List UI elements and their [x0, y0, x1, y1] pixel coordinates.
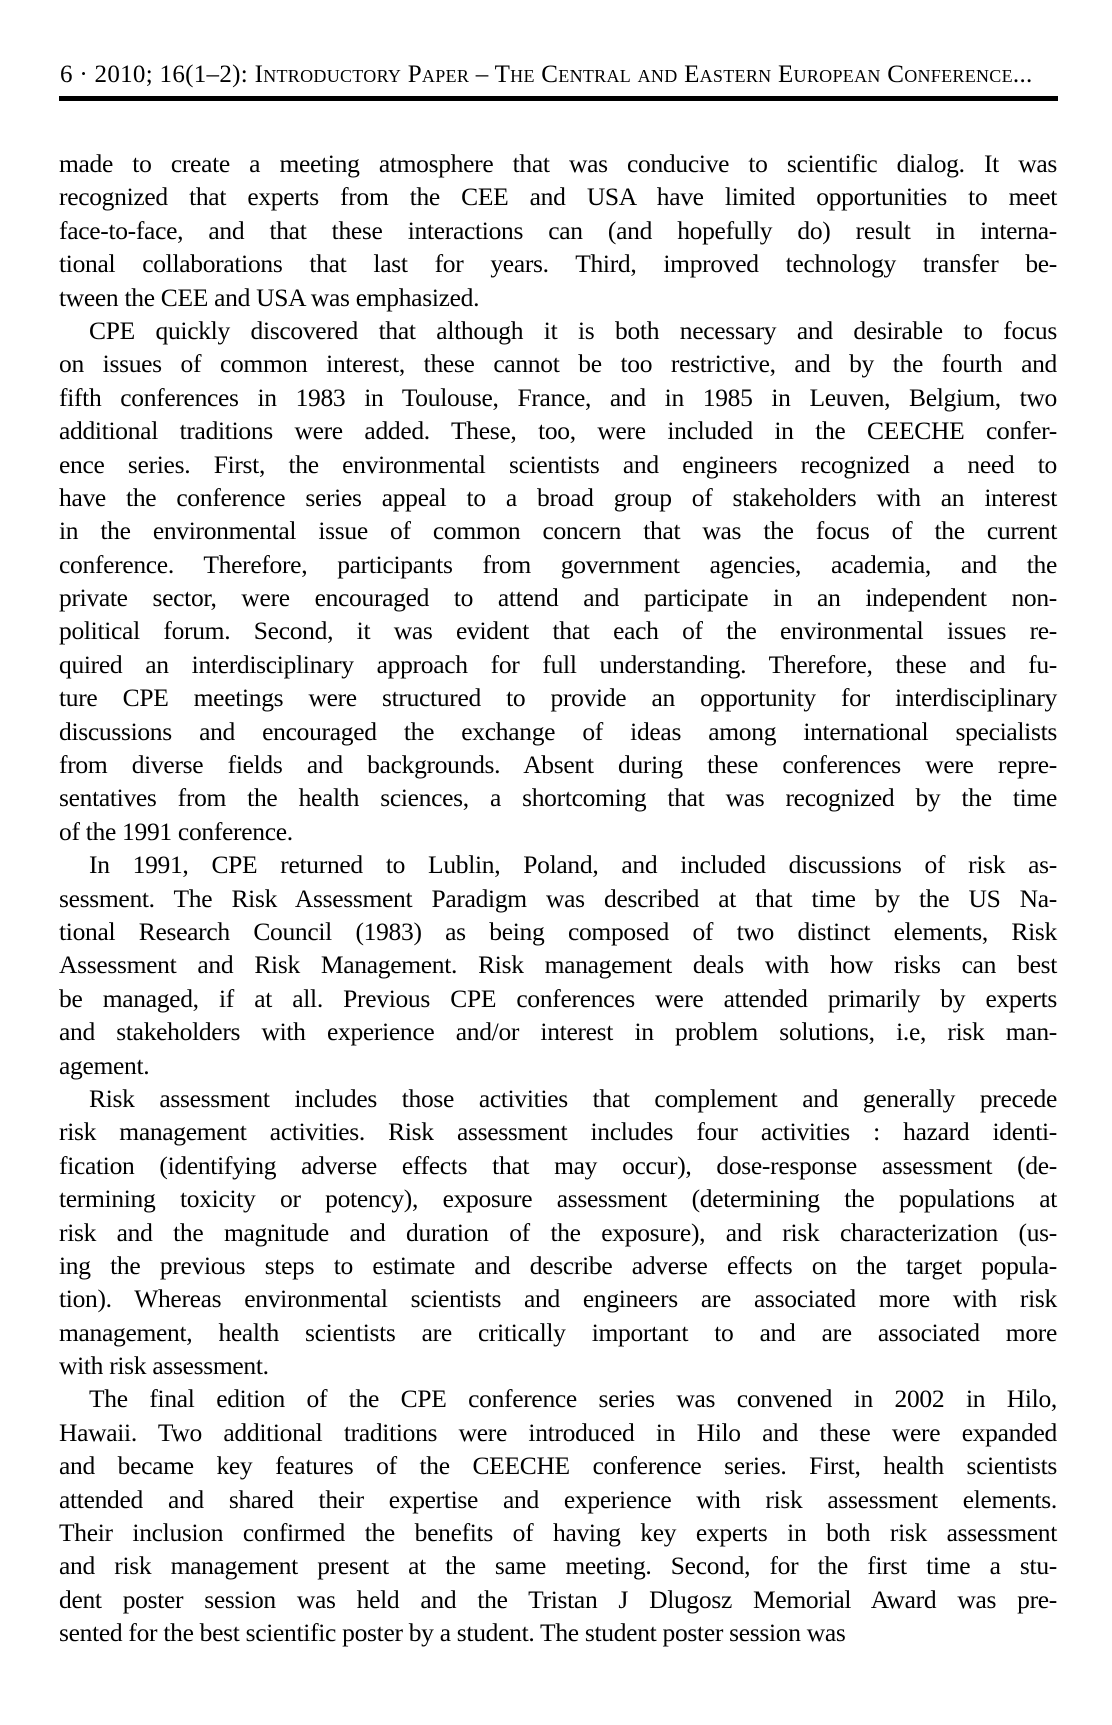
text-line: Their inclusion confirmed the benefits of having key experts in both risk assessment — [59, 1518, 1057, 1548]
text-line: private sector, were encouraged to attend and participate in an independent non- — [59, 583, 1057, 613]
text-line: fifth conferences in 1983 in Toulouse, France, and in 1985 in Leuven, Belgium, two — [59, 382, 1057, 412]
text-line: Hawaii. Two additional traditions were introduced in Hilo and these were expanded — [59, 1417, 1057, 1447]
text-line: tween the CEE and USA was emphasized. — [59, 282, 480, 312]
paragraph — [59, 1382, 1057, 1649]
text-line: and stakeholders with experience and/or interest in problem solutions, i.e, risk man- — [59, 1017, 1057, 1047]
text-line: risk management activities. Risk assessment includes four activities : hazard identi- — [59, 1117, 1057, 1147]
text-line: ing the previous steps to estimate and describe adverse effects on the target popula- — [59, 1250, 1057, 1280]
text-line: management, health scientists are critically important to and are associated more — [59, 1317, 1057, 1347]
text-line: from diverse fields and backgrounds. Absent during these conferences were repre- — [59, 750, 1057, 780]
paragraph — [59, 848, 1057, 1082]
paragraph — [59, 147, 1057, 314]
text-line: face-to-face, and that these interactions can (and hopefully do) result in interna- — [59, 215, 1057, 245]
text-line: sessment. The Risk Assessment Paradigm was described at that time by the US Na- — [59, 883, 1057, 913]
text-line: termining toxicity or potency), exposure assessment (determining the populations at — [59, 1184, 1057, 1214]
body-text — [59, 147, 1057, 1650]
text-line: and became key features of the CEECHE conference series. First, health scientists — [59, 1451, 1057, 1481]
text-line: in the environmental issue of common concern that was the focus of the current — [59, 516, 1057, 546]
text-line: In 1991, CPE returned to Lublin, Poland, and included discussions of risk as- — [89, 850, 1057, 880]
text-line: and risk management present at the same meeting. Second, for the first time a stu- — [59, 1551, 1057, 1581]
text-line: agement. — [59, 1050, 150, 1080]
text-line: discussions and encouraged the exchange of ideas among international specialists — [59, 716, 1057, 746]
text-line: recognized that experts from the CEE and USA have limited opportunities to meet — [59, 182, 1057, 212]
text-line: risk and the magnitude and duration of the exposure), and risk characterization (us- — [59, 1217, 1057, 1247]
text-line: tional collaborations that last for years. Third, improved technology transfer be- — [59, 249, 1057, 279]
text-line: have the conference series appeal to a broad group of stakeholders with an interest — [59, 482, 1057, 512]
text-line: fication (identifying adverse effects that may occur), dose-response assessment (de- — [59, 1150, 1057, 1180]
text-line: tional Research Council (1983) as being composed of two distinct elements, Risk — [59, 916, 1057, 946]
text-line: additional traditions were added. These, too, were included in the CEECHE confer- — [59, 416, 1057, 446]
text-line: ence series. First, the environmental scientists and engineers recognized a need to — [59, 449, 1057, 479]
running-header — [60, 61, 1060, 89]
text-line: CPE quickly discovered that although it is both necessary and desirable to focus — [89, 315, 1057, 345]
text-line: Risk assessment includes those activities that complement and generally precede — [89, 1083, 1057, 1113]
text-line: on issues of common interest, these cannot be too restrictive, and by the fourth and — [59, 349, 1057, 379]
text-line: tion). Whereas environmental scientists and engineers are associated more with risk — [59, 1284, 1057, 1314]
header-rule — [59, 96, 1058, 101]
text-line: dent poster session was held and the Tristan J Dlugosz Memorial Award was pre- — [59, 1584, 1057, 1614]
text-line: conference. Therefore, participants from government agencies, academia, and the — [59, 549, 1057, 579]
text-line: political forum. Second, it was evident that each of the environmental issues re- — [59, 616, 1057, 646]
text-line: sentatives from the health sciences, a shortcoming that was recognized by the time — [59, 783, 1057, 813]
text-line: quired an interdisciplinary approach for full understanding. Therefore, these and fu- — [59, 649, 1057, 679]
text-line: sented for the best scientific poster by a student. The student poster session was — [59, 1618, 846, 1648]
text-line: ture CPE meetings were structured to provide an opportunity for interdisciplinary — [59, 683, 1057, 713]
running-header-text: 6 · 2010; 16(1–2): Introductory Paper – The Central and Eastern European Conference... — [60, 61, 1033, 88]
text-line: made to create a meeting atmosphere that was conducive to scientific dialog. It was — [59, 149, 1057, 178]
text-line: Assessment and Risk Management. Risk management deals with how risks can best — [59, 950, 1057, 980]
text-line: The final edition of the CPE conference series was convened in 2002 in Hilo, — [89, 1384, 1057, 1414]
text-line: be managed, if at all. Previous CPE conferences were attended primarily by experts — [59, 983, 1057, 1013]
text-line: attended and shared their expertise and experience with risk assessment elements. — [59, 1484, 1057, 1514]
paragraph — [59, 314, 1057, 848]
text-line: of the 1991 conference. — [59, 816, 293, 846]
text-line: with risk assessment. — [59, 1351, 269, 1381]
paragraph — [59, 1082, 1057, 1383]
